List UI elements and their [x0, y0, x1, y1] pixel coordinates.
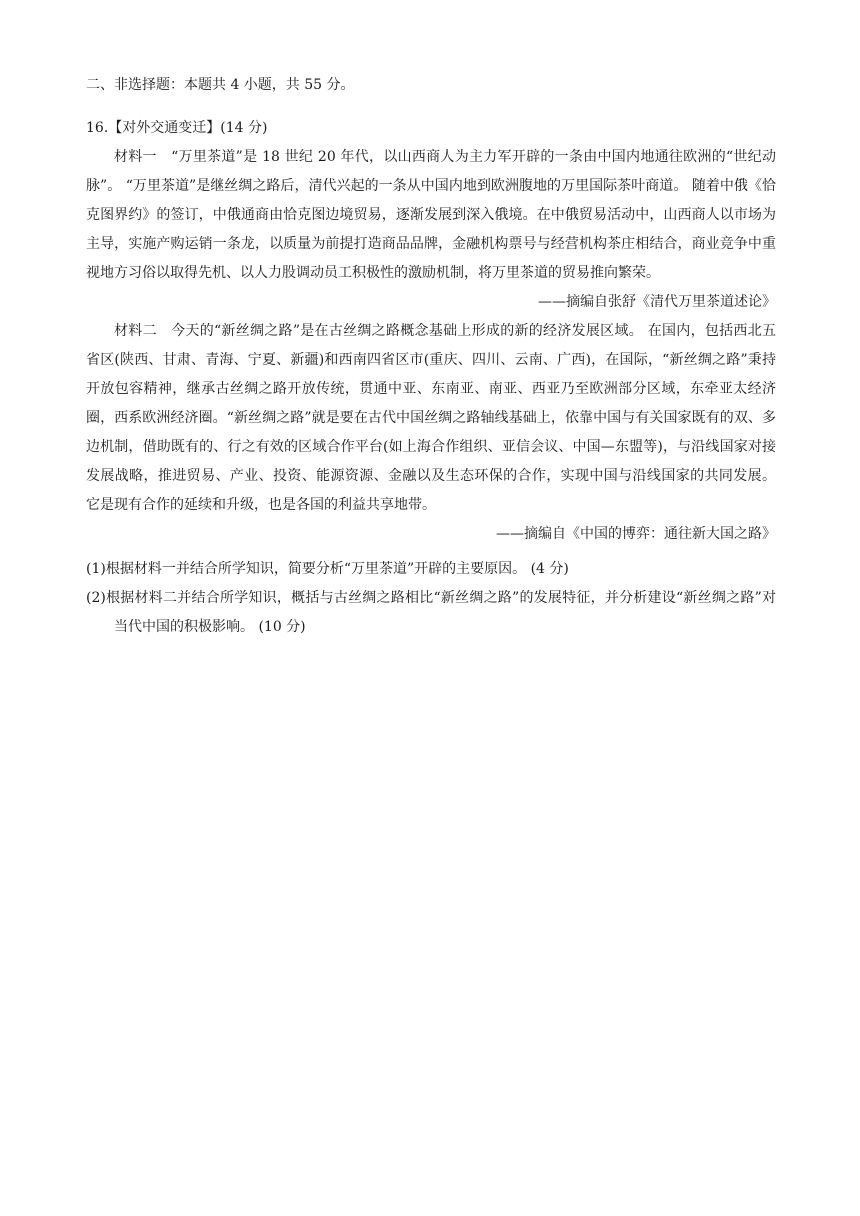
- sub-question-2: (2)根据材料二并结合所学知识，概括与古丝绸之路相比“新丝绸之路”的发展特征，并分析建设“新丝绸之路”对当代中国的积极影响。 (10 分): [86, 590, 776, 635]
- sub-question-1: (1)根据材料一并结合所学知识，简要分析“万里茶道”开辟的主要原因。 (4 分): [86, 561, 569, 577]
- sub-question-list: [86, 555, 776, 642]
- material-1-text: 材料一 “万里茶道”是 18 世纪 20 年代，以山西商人为主力军开辟的一条由中国内地通往欧洲的“世纪动脉”。 “万里茶道”是继丝绸之路后，清代兴起的一条从中国内地到欧洲腹地的万里国际茶叶商道。 随着中俄《恰克图界约》的签订，中俄通商由恰克图边境贸易，逐渐发展到深入俄境。在中俄贸易活动中，山西商人以市场为主导，实施产购运销一条龙，以质量为前提打造商品品牌，金融机构票号与经营机构茶庄相结合，商业竞争中重视地方习俗以取得先机、以人力股调动员工积极性的激励机制，将万里茶道的贸易推向繁荣。: [86, 149, 776, 281]
- material-2-source: ——摘编自《中国的博弈：通往新大国之路》: [496, 526, 776, 542]
- question-title: 16.【对外交通变迁】(14 分): [86, 120, 268, 136]
- material-2-text: 材料二 今天的“新丝绸之路”是在古丝绸之路概念基础上形成的新的经济发展区域。 在国内，包括西北五省区(陕西、甘肃、青海、宁夏、新疆)和西南四省区市(重庆、四川、云南、广西)，在国际，“新丝绸之路”秉持开放包容精神，继承古丝绸之路开放传统，贯通中亚、东南亚、南亚、西亚乃至欧洲部分区域，东牵亚太经济圈，西系欧洲经济圈。“新丝绸之路”就是要在古代中国丝绸之路轴线基础上，依靠中国与有关国家既有的双、多边机制，借助既有的、行之有效的区域合作平台(如上海合作组织、亚信会议、中国—东盟等)，与沿线国家对接发展战略，推进贸易、产业、投资、能源资源、金融以及生态环保的合作，实现中国与沿线国家的共同发展。 它是现有合作的延续和升级，也是各国的利益共享地带。: [86, 323, 776, 513]
- question-16: [86, 117, 776, 642]
- section-heading: 二、非选择题：本题共 4 小题，共 55 分。: [86, 77, 355, 93]
- material-1-source: ——摘编自张舒《清代万里茶道述论》: [538, 294, 776, 310]
